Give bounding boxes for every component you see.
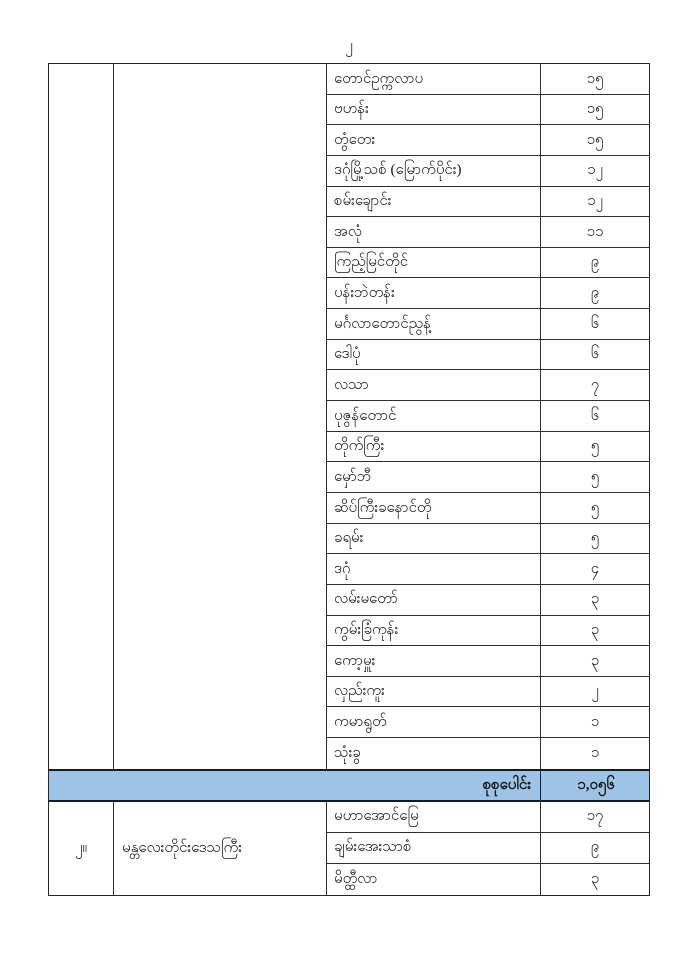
grand-total-label: စုစုပေါင်း [482,776,531,793]
township-name: ပန်းဘဲတန်း [326,278,540,309]
township-name: ဒဂုံ [326,554,540,585]
township-count: ၁၂ [540,187,649,218]
township-name: ကော့မှူး [326,646,540,677]
township-name: သုံးခွ [326,738,540,769]
township-count: ၁၂ [540,156,649,187]
township-name: ဒေါပုံ [326,340,540,371]
township-name: ဗဟန်း [326,95,540,126]
township-name: မိတ္ထီလာ [326,864,540,895]
township-name: လှည်းကူး [326,677,540,708]
township-count: ၉ [540,248,649,279]
township-name: ပုဇွန်တောင် [326,401,540,432]
grand-total-row [49,769,649,802]
township-count: ၇ [540,370,649,401]
township-count: ၁ [540,738,649,769]
township-count: ၆ [540,401,649,432]
township-count: ၃ [540,585,649,616]
region-name: မန္တလေးတိုင်းဒေသကြီး [113,802,326,895]
township-name: ကွမ်းခြံကုန်း [326,616,540,647]
township-count: ၃ [540,646,649,677]
township-name: တွံတေး [326,125,540,156]
township-count: ၃ [540,616,649,647]
township-count: ၆ [540,340,649,371]
township-name: စမ်းချောင်း [326,187,540,218]
township-name: ဒဂုံမြို့သစ် (မြောက်ပိုင်း) [326,156,540,187]
township-count: ၁၁ [540,217,649,248]
township-count: ၁၅ [540,95,649,126]
township-count: ၁ [540,707,649,738]
township-count: ၅ [540,524,649,555]
region-township-table [48,63,650,896]
township-count: ၅ [540,493,649,524]
township-name: မင်္ဂလာတောင်ညွန့် [326,309,540,340]
township-name: တောင်ဥက္ကလာပ [326,64,540,95]
township-name: လမ်းမတော် [326,585,540,616]
table-section-yangon [49,64,649,769]
grand-total-value: ၁,၀၅၆ [540,771,651,800]
township-name: ချမ်းအေးသာစံ [326,833,540,864]
township-name: ကမာရွတ် [326,707,540,738]
township-count: ၁၇ [540,802,649,833]
township-count: ၅ [540,432,649,463]
township-name: လသာ [326,370,540,401]
township-count: ၂ [540,677,649,708]
township-name: မှော်ဘီ [326,462,540,493]
township-count: ၆ [540,309,649,340]
township-count: ၃ [540,864,649,895]
serial-cell-empty [49,64,113,769]
township-name: အလုံ [326,217,540,248]
section-serial-number: ၂။ [75,839,87,856]
township-name: တိုက်ကြီး [326,432,540,463]
township-count: ၅ [540,462,649,493]
township-count: ၁၅ [540,64,649,95]
township-count: ၉ [540,278,649,309]
township-count: ၄ [540,554,649,585]
page-number: ၂ [345,37,353,54]
region-cell-empty [113,64,326,769]
township-name: ဆိပ်ကြီးခနောင်တို [326,493,540,524]
township-count: ၁၅ [540,125,649,156]
township-name: မဟာအောင်မြေ [326,802,540,833]
table-section-mandalay [49,802,649,895]
township-count: ၉ [540,833,649,864]
township-name: ခရမ်း [326,524,540,555]
township-name: ကြည့်မြင်တိုင် [326,248,540,279]
